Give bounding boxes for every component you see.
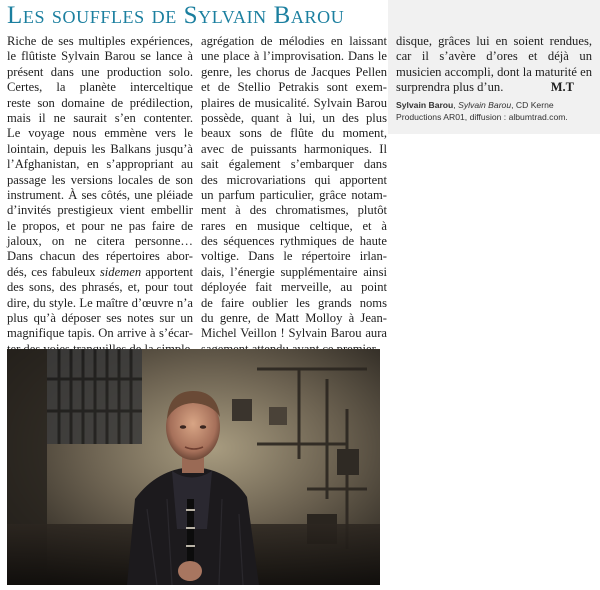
article-text-column-2 (201, 34, 387, 357)
text-line: Certes, la planète interceltique (7, 80, 193, 95)
credit-artist: Sylvain Barou (396, 100, 454, 110)
article-sidebar (388, 0, 600, 134)
text-line: reste son domaine de prédilection, (7, 95, 193, 110)
text-line: Le voyage nous emmène vers le (7, 126, 193, 141)
text-line: déployée fait merveille, au point (201, 280, 387, 295)
text-line: Michel Veillon ! Sylvain Barou aura (201, 326, 387, 341)
text-line: Dans chacun des répertoires abor- (7, 249, 193, 264)
text-line: passage les versions locales de son (7, 172, 193, 187)
text-line: beaux sons de flûte du moment, (201, 126, 387, 141)
album-credit: Sylvain Barou, Sylvain Barou, CD Kerne Productions AR01, diffusion : albumtrad.com. (396, 100, 568, 122)
text-line: du genre, de Matt Molloy à Jean- (201, 311, 387, 326)
text-line: Riche de ses multiples expériences, (7, 34, 193, 48)
article-text-column-3: disque, grâces lui en soient rendues, car il s’avère d’ores et déjà un musicien accompli, dont la maturité en surprendra plus d’un. (396, 34, 592, 95)
text-line: d’invités prestigieux vient embellir (7, 203, 193, 218)
text-line: dés, ces fabuleux sidemen apportent (7, 264, 193, 279)
text-line: des microvariations qui apportent (201, 172, 387, 187)
text-line: plus qu’à déposer ses notes sur un (7, 311, 193, 326)
text-line: instrument. À ses côtés, une pléiade (7, 187, 193, 202)
text-line: ment à des chromatismes, plutôt (201, 203, 387, 218)
text-line: genre, les chorus de Jacques Pellen (201, 64, 387, 79)
text-line: dais, l’énergie supplémentaire ainsi (201, 264, 387, 279)
text-line: mais il ne saurait s’en contenter. (7, 110, 193, 125)
text-line: avec de puissants harmoniques. Il (201, 141, 387, 156)
credit-details: , CD Kerne Productions AR01, diffusion : albumtrad.com. (396, 100, 568, 122)
text-line: possède, quant à lui, un des plus (201, 110, 387, 125)
text-line: et de Stellio Petrakis sont exem- (201, 80, 387, 95)
text-line: rares en musique celtique, et à (201, 218, 387, 233)
text-line: sait également s’embarquer dans (201, 157, 387, 172)
text-line: lointain, depuis les Balkans jusqu’à (7, 141, 193, 156)
text-line: une place à l’improvisation. Dans le (201, 49, 387, 64)
text-line: voltige. Dans le répertoire irlan- (201, 249, 387, 264)
text-line: présent dans une production solo. (7, 64, 193, 79)
text-line: jaloux, on ne citera personne… (7, 234, 193, 249)
text-line: des sons, des phrasés, et, pour tout (7, 280, 193, 295)
text-line: l’Afghanistan, en s’appropriant au (7, 157, 193, 172)
credit-album: Sylvain Barou (458, 100, 512, 110)
text-line: un parfum particulier, grâce notam- (201, 187, 387, 202)
text-line: le propos, et pour ne pas faire de (7, 218, 193, 233)
text-line: agrégation de mélodies en laissant (201, 34, 387, 48)
text-line: plaires de musicalité. Sylvain Barou (201, 95, 387, 110)
text-line: dire, du style. Le maître d’œuvre n’a (7, 295, 193, 310)
italic-term: sidemen (99, 264, 142, 279)
author-signature: M.T (550, 80, 574, 94)
article-title: Les souffles de Sylvain Barou (7, 2, 345, 29)
musician-photo (7, 349, 380, 585)
article-text-column-1 (7, 34, 193, 357)
text-line: magnifique tapis. On arrive à s’écar- (7, 326, 193, 341)
text-line: le flûtiste Sylvain Barou se lance à (7, 49, 193, 64)
text-line: des séquences rythmiques de haute (201, 234, 387, 249)
text-line: de faire oublier les grands noms (201, 295, 387, 310)
